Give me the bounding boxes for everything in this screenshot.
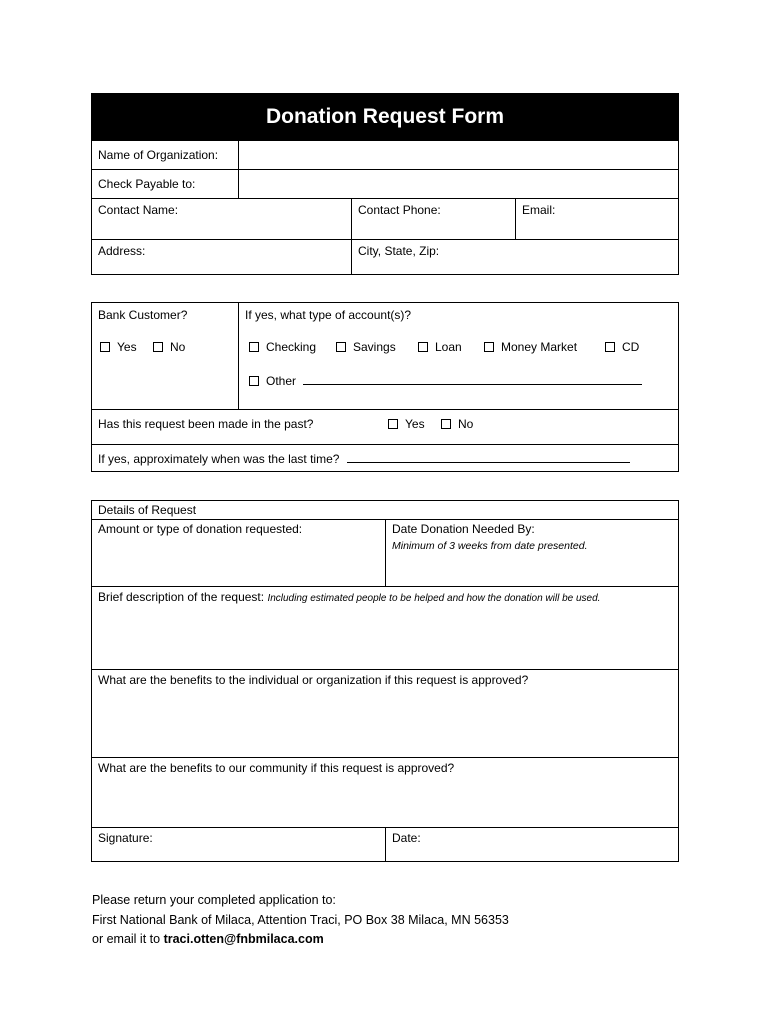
- form-title: Donation Request Form: [92, 94, 678, 140]
- organization-label: Name of Organization:: [98, 148, 219, 162]
- bank-customer-yes-label: Yes: [117, 340, 137, 354]
- cd-checkbox[interactable]: [605, 342, 615, 352]
- bank-customer-label: Bank Customer?: [98, 308, 188, 322]
- amount-field[interactable]: [92, 520, 385, 586]
- past-no-label: No: [458, 417, 474, 431]
- savings-label: Savings: [353, 340, 396, 354]
- contact-phone-field[interactable]: [352, 199, 515, 239]
- return-line-2: First National Bank of Milaca, Attention Traci, PO Box 38 Milaca, MN 56353: [92, 912, 509, 927]
- loan-label: Loan: [435, 340, 462, 354]
- account-cd-option[interactable]: [605, 340, 639, 354]
- organization-field[interactable]: [239, 141, 678, 169]
- bank-customer-yes-option[interactable]: [100, 340, 137, 354]
- return-instructions: [92, 891, 509, 950]
- date-label: Date:: [392, 831, 421, 845]
- date-needed-note: Minimum of 3 weeks from date presented.: [392, 540, 588, 552]
- other-label: Other: [266, 374, 297, 388]
- bank-customer-row: [92, 303, 678, 409]
- email-label: Email:: [522, 203, 556, 217]
- checking-checkbox[interactable]: [249, 342, 259, 352]
- last-time-label: If yes, approximately when was the last time?: [98, 452, 340, 466]
- bank-customer-no-label: No: [170, 340, 186, 354]
- past-request-label: Has this request been made in the past?: [98, 417, 314, 431]
- city-state-zip-field[interactable]: [352, 240, 678, 274]
- savings-checkbox[interactable]: [336, 342, 346, 352]
- past-no-option[interactable]: [441, 417, 473, 431]
- past-yes-label: Yes: [405, 417, 425, 431]
- contact-name-row: [92, 198, 678, 239]
- other-checkbox[interactable]: [249, 376, 259, 386]
- amount-label: Amount or type of donation requested:: [98, 522, 303, 536]
- check-payable-label: Check Payable to:: [98, 177, 196, 191]
- money-market-checkbox[interactable]: [484, 342, 494, 352]
- date-field[interactable]: [386, 828, 678, 861]
- contact-name-field[interactable]: [92, 199, 351, 239]
- benefits-community-field[interactable]: [92, 758, 678, 827]
- amount-row: [92, 519, 678, 586]
- account-other-option[interactable]: [249, 374, 642, 388]
- return-line-3: [92, 930, 509, 950]
- money-market-label: Money Market: [501, 340, 578, 354]
- contact-info-table: [91, 93, 679, 275]
- past-yes-option[interactable]: [388, 417, 425, 431]
- details-header-row: [92, 501, 678, 519]
- date-needed-field[interactable]: [386, 520, 678, 586]
- check-payable-row: [92, 169, 678, 198]
- bank-customer-no-checkbox[interactable]: [153, 342, 163, 352]
- benefits-community-row: [92, 757, 678, 827]
- account-savings-option[interactable]: [336, 340, 396, 354]
- contact-email-link[interactable]: traci.otten@fnbmilaca.com: [163, 932, 324, 946]
- return-line-1: Please return your completed application to:: [92, 893, 336, 907]
- description-note: Including estimated people to be helped and how the donation will be used.: [267, 593, 601, 604]
- other-line-field[interactable]: [303, 374, 642, 385]
- account-money-market-option[interactable]: [484, 340, 577, 354]
- address-label: Address:: [98, 244, 146, 258]
- details-header: Details of Request: [98, 503, 197, 517]
- address-row: [92, 239, 678, 274]
- benefits-community-label: What are the benefits to our community if this request is approved?: [98, 761, 455, 775]
- bank-customer-no-option[interactable]: [153, 340, 185, 354]
- details-table: [91, 500, 679, 862]
- organization-row: [92, 140, 678, 169]
- description-row: [92, 586, 678, 669]
- past-no-checkbox[interactable]: [441, 419, 451, 429]
- account-type-label: If yes, what type of account(s)?: [245, 308, 412, 322]
- contact-name-label: Contact Name:: [98, 203, 179, 217]
- description-field[interactable]: [92, 587, 678, 669]
- address-field[interactable]: [92, 240, 351, 274]
- check-payable-field[interactable]: [239, 170, 678, 198]
- bank-customer-yes-checkbox[interactable]: [100, 342, 110, 352]
- past-request-row: [92, 409, 678, 444]
- description-label: Brief description of the request:: [98, 590, 265, 604]
- email-field[interactable]: [516, 199, 678, 239]
- account-loan-option[interactable]: [418, 340, 462, 354]
- benefits-individual-field[interactable]: [92, 670, 678, 757]
- last-time-line-field[interactable]: [347, 452, 630, 463]
- signature-field[interactable]: [92, 828, 385, 861]
- loan-checkbox[interactable]: [418, 342, 428, 352]
- date-needed-label: Date Donation Needed By:: [392, 522, 535, 536]
- bank-info-table: [91, 302, 679, 472]
- signature-row: [92, 827, 678, 861]
- contact-phone-label: Contact Phone:: [358, 203, 441, 217]
- email-prefix: or email it to: [92, 932, 161, 946]
- city-state-zip-label: City, State, Zip:: [358, 244, 440, 258]
- last-time-row: [92, 444, 678, 471]
- benefits-individual-label: What are the benefits to the individual or organization if this request is approved?: [98, 673, 529, 687]
- past-yes-checkbox[interactable]: [388, 419, 398, 429]
- account-checking-option[interactable]: [249, 340, 316, 354]
- benefits-individual-row: [92, 669, 678, 757]
- signature-label: Signature:: [98, 831, 153, 845]
- checking-label: Checking: [266, 340, 317, 354]
- cd-label: CD: [622, 340, 640, 354]
